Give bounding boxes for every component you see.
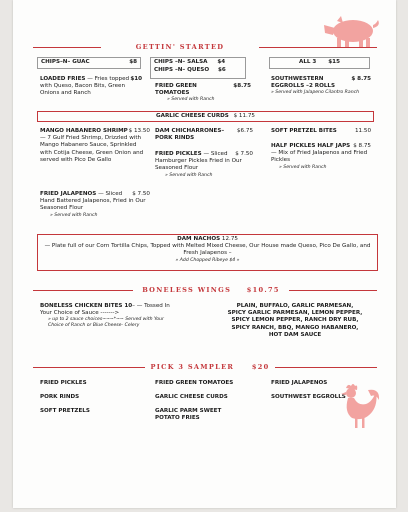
pig-icon [323,14,383,48]
item-desc: — Sliced Hand Battered Jalapenos, Fried in Our Seasoned Flour [40,191,146,212]
item-name: SOUTHWESTERN EGGROLLS –2 ROLLS [271,76,336,90]
chips-queso-item [154,67,244,74]
item-name: FRIED PICKLES [155,151,202,157]
sauce-line: SPICY LEMON PEPPER, RANCH DRY RUB, [231,317,359,324]
item-name: CHIPS –N– QUESO [154,67,210,73]
sauce-line: HOT DAM SAUCE [268,331,322,338]
sauce-line: PLAIN, BUFFALO, GARLIC PARMESAN, [236,303,354,309]
sampler-item: SOFT PRETZELS [40,408,90,414]
section-name: BONELESS WINGS [142,286,232,294]
loaded-fries-item [40,76,142,98]
item-price: $ 11.75 [233,113,255,119]
item-name: SOFT PRETZEL BITES [271,128,337,134]
item-note: » Served with Jalapeno Cilantro Ranch [271,90,360,96]
soft-pretzel-bites-item [271,128,371,135]
item-name: FRIED GREEN TOMATOES [155,83,197,97]
rooster-icon [338,382,382,430]
item-price: $ 8.75 [351,76,371,82]
item-name: FRIED JALAPENOS [40,191,97,197]
item-desc: – — Tossed In Your Choice of Sauce -------> [40,303,170,317]
item-price: $ 13.50 [128,128,150,134]
item-price: $6 [218,67,226,73]
item-name: ALL 3 [299,59,317,65]
fried-pickles-item [155,151,253,179]
item-price: $4 [217,59,226,65]
sauce-list [205,303,385,339]
item-note: » Served with Ranch [165,172,213,178]
item-note: » Add Chopped Ribeye $4 » [175,257,240,263]
item-desc: — Sliced Hamburger Pickles Fried in Our Seasoned Flour [155,151,242,172]
section-price: $10.75 [246,286,280,294]
sampler-item: GARLIC PARM SWEET POTATO FRIES [155,408,222,422]
item-note: » Served with Ranch [167,97,215,103]
item-name: MANGO HABANERO SHRIMP [40,128,128,134]
sampler-col-2 [155,380,255,422]
item-name: BONELESS CHICKEN BITES 10 [40,303,133,309]
item-note: » Served with Ranch [50,212,98,218]
section-title-boneless-wings [133,286,289,294]
sampler-item: FRIED JALAPENOS [271,380,328,386]
item-name: DAM NACHOS [177,236,221,242]
item-price: $ 7.50 [235,151,253,157]
section-price: $20 [251,363,270,371]
garlic-cheese-curds-item [37,113,374,120]
half-pickles-item [271,143,371,171]
item-desc: — Plate full of our Corn Tortilla Chips, Topped with Melted Mixed Cheese, Our House made Queso, Pico De Gallo, and Fresh Jalapenos – [44,243,371,257]
sauce-line: SPICY RANCH, BBQ, MANGO HABANERO, [231,324,359,331]
section-title-gettin-started: GETTIN' STARTED [135,43,225,51]
item-note: » Served with Ranch [279,164,327,170]
chips-guac-item [41,59,137,66]
mango-habanero-shrimp-item [40,128,150,164]
item-price: $15 [328,59,340,65]
fried-jalapenos-item [40,191,150,219]
item-name: CHIPS –N– SALSA [154,59,208,65]
sampler-item: FRIED GREEN TOMATOES [155,380,234,386]
item-desc: — Fries topped with Queso, Bacon Bits, Green Onions and Ranch [40,76,130,97]
item-price: $ 7.50 [132,191,150,197]
fried-green-tomatoes-item [155,83,251,103]
chips-salsa-item [154,59,244,66]
item-price: $8.75 [233,83,251,89]
southwestern-eggrolls-item [271,76,371,96]
item-name: DAM CHICHARRONES– PORK RINDS [155,128,225,142]
item-price: $ 8.75 [353,143,371,149]
sauce-line: SPICY GARLIC PARMESAN, LEMON PEPPER, [227,310,363,317]
item-price: $6.75 [236,128,253,134]
item-price: $8 [129,59,137,65]
sampler-item: SOUTHWEST EGGROLLS [271,394,346,400]
item-price: 12.75 [221,236,238,242]
section-name: PICK 3 SAMPLER [150,363,235,371]
item-name: GARLIC CHEESE CURDS [156,113,229,119]
item-name: CHIPS–N– GUAC [41,59,90,65]
dam-nachos-item [41,236,374,264]
section-title-pick-3-sampler [145,363,275,371]
item-note: » up to 2 sauce choices~~~*~~ Served with Your Choice of Ranch or Blue Cheese- Celery [48,317,164,329]
dam-chicharrones-item [155,128,253,142]
sampler-item: FRIED PICKLES [40,380,87,386]
all3-item [269,59,370,66]
sampler-col-1 [40,380,140,415]
item-name: HALF PICKLES HALF JAPS [271,143,351,149]
sampler-item: GARLIC CHEESE CURDS [155,394,228,400]
item-price: $10 [130,76,142,82]
item-name: LOADED FRIES [40,76,86,82]
item-desc: — Mix of Fried Jalapenos and Fried Pickles [271,150,368,164]
boneless-chicken-bites-item [40,303,178,329]
menu-page [13,0,396,508]
sampler-item: PORK RINDS [40,394,80,400]
item-desc: — 7 Gulf Fried Shrimp, Drizzled with Mango Habanero Sauce, Sprinkled with Cotija Cheese, Green Onion and served with Pico De Gallo [40,135,144,163]
item-price: 11.50 [354,128,371,134]
